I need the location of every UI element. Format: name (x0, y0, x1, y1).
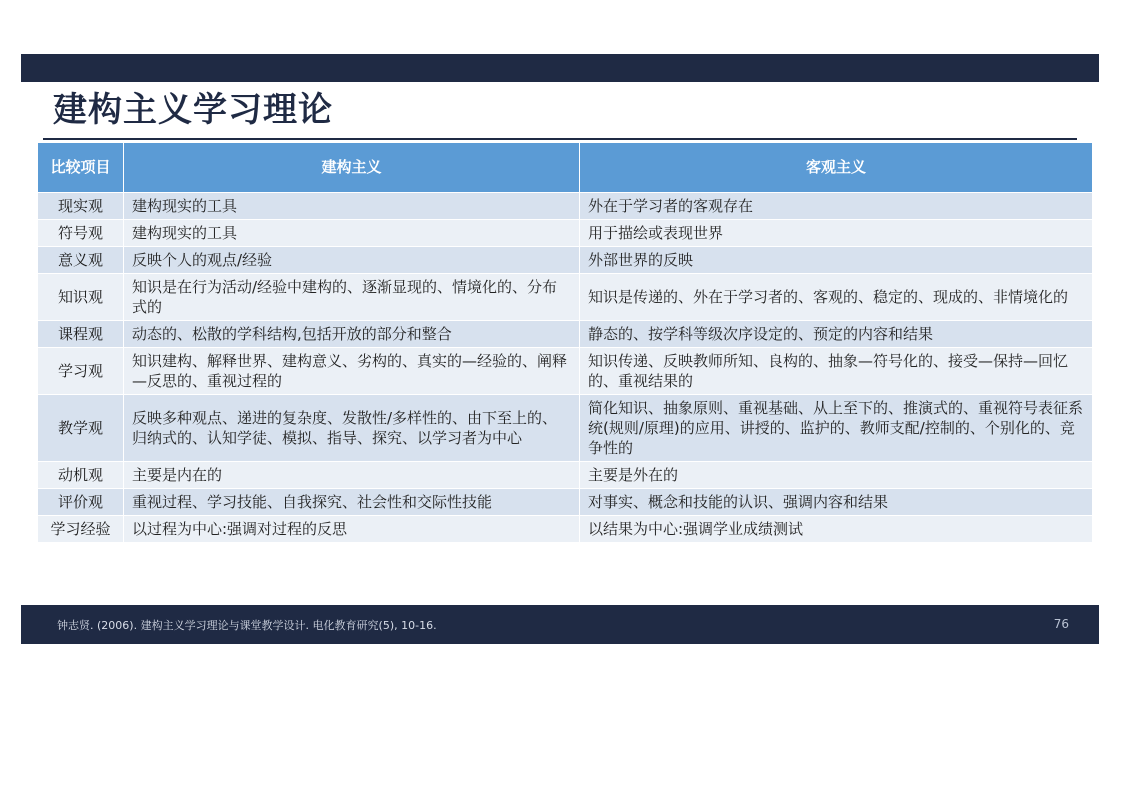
row-key-cell: 知识观 (38, 274, 124, 321)
constructivism-cell: 反映多种观点、递进的复杂度、发散性/多样性的、由下至上的、归纳式的、认知学徒、模拟、指导、探究、以学习者为中心 (124, 395, 580, 462)
constructivism-cell: 反映个人的观点/经验 (124, 247, 580, 274)
slide (21, 54, 1099, 644)
header-objectivism: 客观主义 (580, 143, 1093, 193)
objectivism-cell: 用于描绘或表现世界 (580, 220, 1093, 247)
table-row (38, 516, 1093, 543)
top-banner (21, 54, 1099, 82)
table-row (38, 193, 1093, 220)
row-key-cell: 学习观 (38, 348, 124, 395)
footer-bar (21, 605, 1099, 644)
header-row (38, 143, 1093, 193)
constructivism-cell: 知识建构、解释世界、建构意义、劣构的、真实的—经验的、阐释—反思的、重视过程的 (124, 348, 580, 395)
row-key-cell: 现实观 (38, 193, 124, 220)
table-body (38, 193, 1093, 543)
row-key-cell: 课程观 (38, 321, 124, 348)
table-row (38, 220, 1093, 247)
constructivism-cell: 建构现实的工具 (124, 193, 580, 220)
constructivism-cell: 知识是在行为活动/经验中建构的、逐渐显现的、情境化的、分布式的 (124, 274, 580, 321)
row-key-cell: 评价观 (38, 489, 124, 516)
row-key-cell: 学习经验 (38, 516, 124, 543)
header-comparison-item: 比较项目 (38, 143, 124, 193)
constructivism-cell: 重视过程、学习技能、自我探究、社会性和交际性技能 (124, 489, 580, 516)
slide-title: 建构主义学习理论 (53, 90, 333, 130)
page-number: 76 (1053, 617, 1069, 631)
table-row (38, 247, 1093, 274)
objectivism-cell: 知识是传递的、外在于学习者的、客观的、稳定的、现成的、非情境化的 (580, 274, 1093, 321)
table-row (38, 462, 1093, 489)
table-row (38, 348, 1093, 395)
table-row (38, 489, 1093, 516)
constructivism-cell: 主要是内在的 (124, 462, 580, 489)
table-header (38, 143, 1093, 193)
objectivism-cell: 主要是外在的 (580, 462, 1093, 489)
constructivism-cell: 建构现实的工具 (124, 220, 580, 247)
row-key-cell: 教学观 (38, 395, 124, 462)
table-row (38, 395, 1093, 462)
objectivism-cell: 简化知识、抽象原则、重视基础、从上至下的、推演式的、重视符号表征系统(规则/原理)的应用、讲授的、监护的、教师支配/控制的、个别化的、竞争性的 (580, 395, 1093, 462)
objectivism-cell: 知识传递、反映教师所知、良构的、抽象—符号化的、接受—保持—回忆的、重视结果的 (580, 348, 1093, 395)
header-constructivism: 建构主义 (124, 143, 580, 193)
table-row (38, 274, 1093, 321)
row-key-cell: 动机观 (38, 462, 124, 489)
table-row (38, 321, 1093, 348)
objectivism-cell: 对事实、概念和技能的认识、强调内容和结果 (580, 489, 1093, 516)
constructivism-cell: 动态的、松散的学科结构,包括开放的部分和整合 (124, 321, 580, 348)
row-key-cell: 符号观 (38, 220, 124, 247)
citation-text: 钟志贤. (2006). 建构主义学习理论与课堂教学设计. 电化教育研究(5), 10-16. (57, 619, 437, 632)
comparison-table-container (37, 142, 1092, 543)
objectivism-cell: 外部世界的反映 (580, 247, 1093, 274)
objectivism-cell: 外在于学习者的客观存在 (580, 193, 1093, 220)
title-underline (43, 138, 1077, 140)
objectivism-cell: 静态的、按学科等级次序设定的、预定的内容和结果 (580, 321, 1093, 348)
comparison-table (37, 142, 1093, 543)
constructivism-cell: 以过程为中心:强调对过程的反思 (124, 516, 580, 543)
row-key-cell: 意义观 (38, 247, 124, 274)
objectivism-cell: 以结果为中心:强调学业成绩测试 (580, 516, 1093, 543)
